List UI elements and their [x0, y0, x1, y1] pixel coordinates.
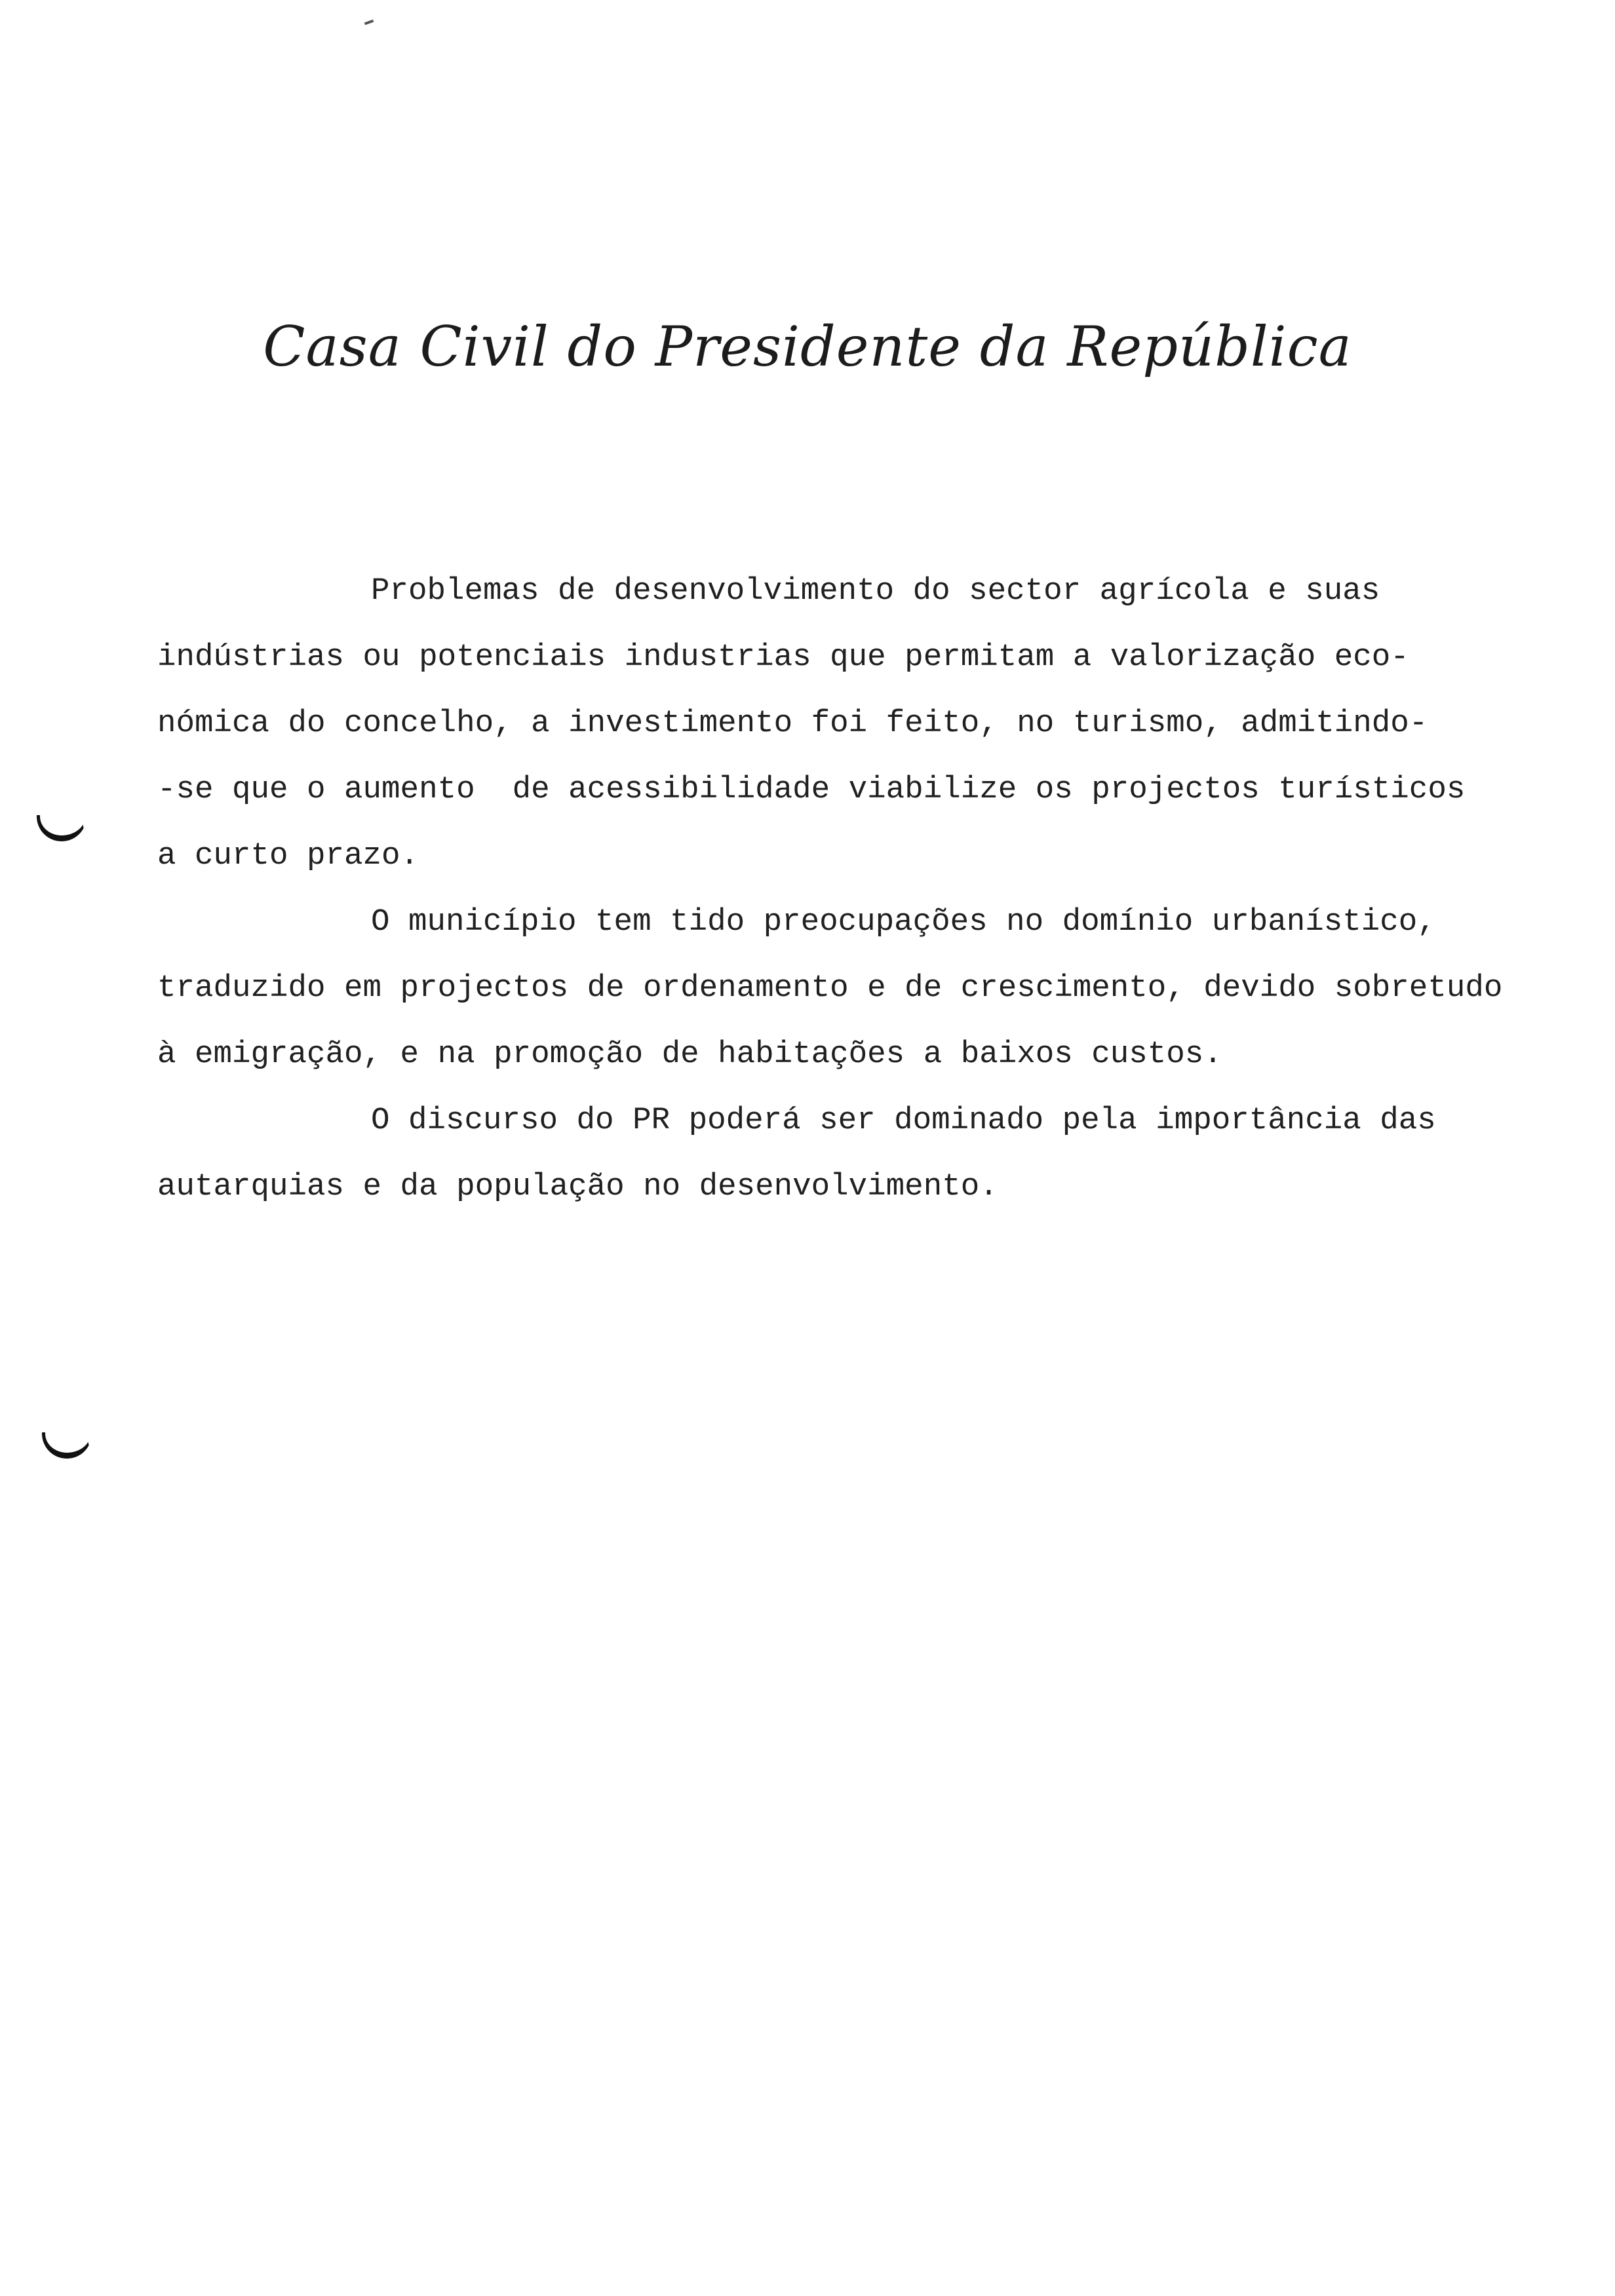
paragraph-1-line-4: -se que o aumento de acessibilidade viabilize os projectos turísticos: [157, 772, 1466, 807]
document-body: [157, 558, 1521, 1220]
paragraph-2-line-1: O município tem tido preocupações no domínio urbanístico,: [371, 904, 1436, 940]
paragraph-3-line-2: autarquias e da população no desenvolvimento.: [157, 1169, 998, 1204]
paragraph-1-line-3: nómica do concelho, a investimento foi feito, no turismo, admitindo-: [157, 706, 1428, 741]
margin-check-mark: [42, 1432, 92, 1459]
paragraph-1-line-5: a curto prazo.: [157, 838, 419, 873]
paragraph-1-line-2: indústrias ou potenciais industrias que permitam a valorização eco-: [157, 640, 1409, 675]
paragraph-2-line-3: à emigração, e na promoção de habitações a baixos custos.: [157, 1037, 1222, 1072]
ink-speck: [364, 20, 374, 26]
paragraph-1-line-1: Problemas de desenvolvimento do sector agrícola e suas: [371, 573, 1380, 609]
paragraph-3-line-1: O discurso do PR poderá ser dominado pela importância das: [371, 1103, 1436, 1138]
margin-check-mark: [37, 815, 87, 841]
paragraph-2-line-2: traduzido em projectos de ordenamento e de crescimento, devido sobretudo: [157, 970, 1503, 1006]
letterhead-title: Casa Civil do Presidente da República: [263, 315, 1352, 379]
